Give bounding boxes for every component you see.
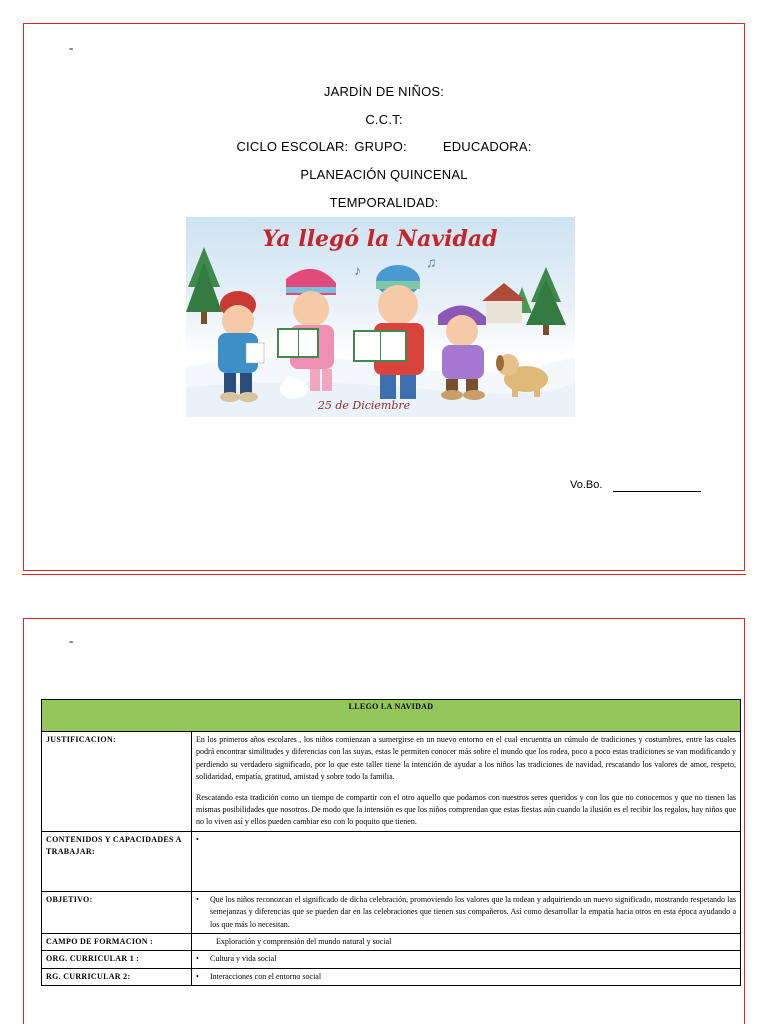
teacher-label: EDUCADORA: [442, 139, 532, 154]
bullet: • [196, 971, 199, 981]
row-label: OBJETIVO: [42, 891, 192, 933]
plan-page [23, 618, 745, 1024]
field-text: Exploración y comprensión del mundo natural y social [216, 936, 392, 946]
objective-text: Que los niños reconozcan el significado de dicha celebración, promoviendo los valores que la rodean y adquiriendo un nuevo significado, mostrando respetando las semejanzas y diferencias que se pueden dar en las celebraciones que tienen sus compañeros. Así como desarrollar la empatía hacia otros en esta época ayudando a los que más lo necesitan. [210, 894, 736, 929]
kinder-label: JARDÍN DE NIÑOS: [323, 84, 445, 99]
vobo-label: Vo.Bo. [570, 479, 603, 491]
curricular-1-cell [192, 951, 741, 968]
contents-cell [192, 831, 741, 891]
cover-dash: - [69, 40, 74, 55]
contents-text [210, 834, 736, 846]
bullet: • [196, 954, 199, 964]
bullet: • [196, 834, 199, 844]
period-label: TEMPORALIDAD: [329, 195, 439, 210]
curricular-2-text: Interacciones con el entorno social [210, 971, 322, 981]
justification-paragraph-2: Rescatando esta tradición como un tiempo de compartir con el otro aquello que podamos con nuestros seres queridos y con los que no conocemos y que no tienen las mismas posibilidades que nosotros. De modo que la intensión es que los niños comprendan que estas fiestas aún cuando la ilusión es el recibir los regalos, hay niños que no lo viven así y ellos pueden cambiar eso con lo poquito que tienen. [196, 792, 736, 827]
music-note-icon: ♫ [426, 256, 437, 271]
table-row [42, 933, 741, 950]
curricular-1-text: Cultura y vida social [210, 954, 277, 964]
curricular-2-cell [192, 968, 741, 985]
row-label: RG. CURRICULAR 2: [42, 968, 192, 985]
row-label: JUSTIFICACION: [42, 732, 192, 832]
table-row [42, 732, 741, 832]
cycle-group-teacher-line [24, 139, 744, 154]
plan-label: PLANEACIÓN QUINCENAL [300, 167, 468, 182]
row-label: CAMPO DE FORMACION : [42, 933, 192, 950]
table-row [42, 968, 741, 985]
banner-title: Ya llegó la Navidad [262, 226, 498, 252]
field-cell [192, 933, 741, 950]
table-title-row [42, 700, 741, 732]
signature-line [613, 491, 701, 492]
christmas-banner-image [186, 217, 575, 417]
table-row [42, 951, 741, 968]
table-row [42, 831, 741, 891]
objective-cell [192, 891, 741, 933]
row-label: CONTENIDOS Y CAPACIDADES A TRABAJAR: [42, 831, 192, 891]
table-row [42, 891, 741, 933]
row-label: ORG. CURRICULAR 1 : [42, 951, 192, 968]
plan-table [41, 699, 741, 986]
tree-left [186, 247, 222, 324]
banner-date: 25 de Diciembre [317, 399, 411, 412]
cycle-label: CICLO ESCOLAR: [236, 139, 349, 154]
table-title: LLEGO LA NAVIDAD [42, 700, 741, 732]
cct-label: C.C.T: [365, 112, 403, 127]
music-note-icon: ♪ [354, 264, 361, 279]
justification-cell [192, 732, 741, 832]
plan-dash: - [69, 633, 74, 648]
justification-paragraph-1: En los primeros años escolares , los niños comienzan a sumergirse en un nuevo entorno en el cual encuentra un cúmulo de tradiciones y costumbres, entre las cuales podrá encontrar similitudes y diferencias con las suyas, estas le permiten conocer más sobre el mundo que los rodea, poco a poco estas tradiciones se van modificando y perdiendo su verdadero significado, por lo que este taller tiene la intención de ayudar a los niños las tradiciones de navidad, rescatando los valores de amor, respeto, solidaridad, empatía, gratitud, amistad y sobre todo la familia. [196, 735, 736, 782]
group-label: GRUPO: [354, 139, 407, 154]
cover-page [23, 23, 745, 571]
bullet: • [196, 894, 199, 904]
